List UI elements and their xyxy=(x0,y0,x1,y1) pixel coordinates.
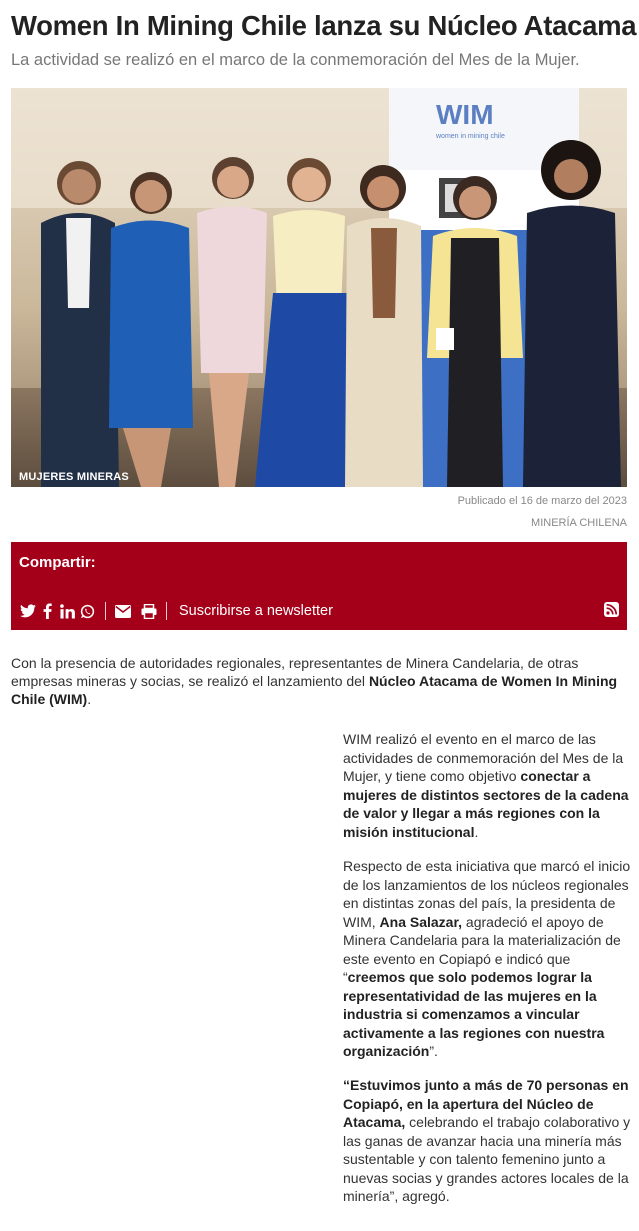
publish-date: Publicado el 16 de marzo del 2023 xyxy=(457,495,627,507)
article-intro: Con la presencia de autoridades regionales, representantes de Minera Candelaria, de otras empresas mineras y socias, se realizó el lanzamiento del Núcleo Atacama de Women In Mining Chile (WIM). xyxy=(11,655,618,707)
share-bar xyxy=(11,542,627,630)
whatsapp-icon[interactable] xyxy=(79,603,96,620)
share-separator xyxy=(105,602,106,620)
rss-icon[interactable] xyxy=(604,602,619,617)
facebook-icon[interactable] xyxy=(39,603,56,620)
photo-caption: MUJERES MINERAS xyxy=(19,471,129,483)
group-photo-illustration xyxy=(11,88,627,487)
banner-logo-text: WIM xyxy=(436,99,494,130)
article-source: MINERÍA CHILENA xyxy=(531,517,627,529)
print-icon[interactable] xyxy=(140,603,157,620)
article-title: Women In Mining Chile lanza su Núcleo Atacama xyxy=(11,10,637,41)
email-icon[interactable] xyxy=(114,603,131,620)
article-paragraph: “Estuvimos junto a más de 70 personas en Copiapó, en la apertura del Núcleo de Atacama, celebrando el trabajo colaborativo y las ganas de avanzar hacia una minería más sustentable y con talento femenino junto a nuevas socias y grandes actores locales de la minería”, agregó. xyxy=(343,1077,631,1204)
share-icons-row xyxy=(19,601,333,621)
share-title: Compartir: xyxy=(19,554,96,571)
linkedin-icon[interactable] xyxy=(59,603,76,620)
article-paragraph: WIM realizó el evento en el marco de las actividades de conmemoración del Mes de la Mujer, y tiene como objetivo conectar a mujeres de distintos sectores de la cadena de valor y llegar a más regiones con la misión institucional. xyxy=(343,731,629,840)
twitter-icon[interactable] xyxy=(19,603,36,620)
share-separator xyxy=(166,602,167,620)
article-paragraph: Respecto de esta iniciativa que marcó el inicio de los lanzamientos de los núcleos regionales en distintas zonas del país, la presidenta de WIM, Ana Salazar, agradeció el apoyo de Minera Candelaria para la materialización de este evento en Copiapó e indicó que “creemos que solo podemos lograr la representatividad de las mujeres en la industria si comenzamos a vincular activamente a las regiones con nuestra organización”. xyxy=(343,858,631,1059)
article-photo[interactable] xyxy=(11,88,627,487)
newsletter-link[interactable]: Suscribirse a newsletter xyxy=(179,603,333,619)
article-subtitle: La actividad se realizó en el marco de la conmemoración del Mes de la Mujer. xyxy=(11,51,580,69)
banner-logo-tagline: women in mining chile xyxy=(436,133,505,140)
